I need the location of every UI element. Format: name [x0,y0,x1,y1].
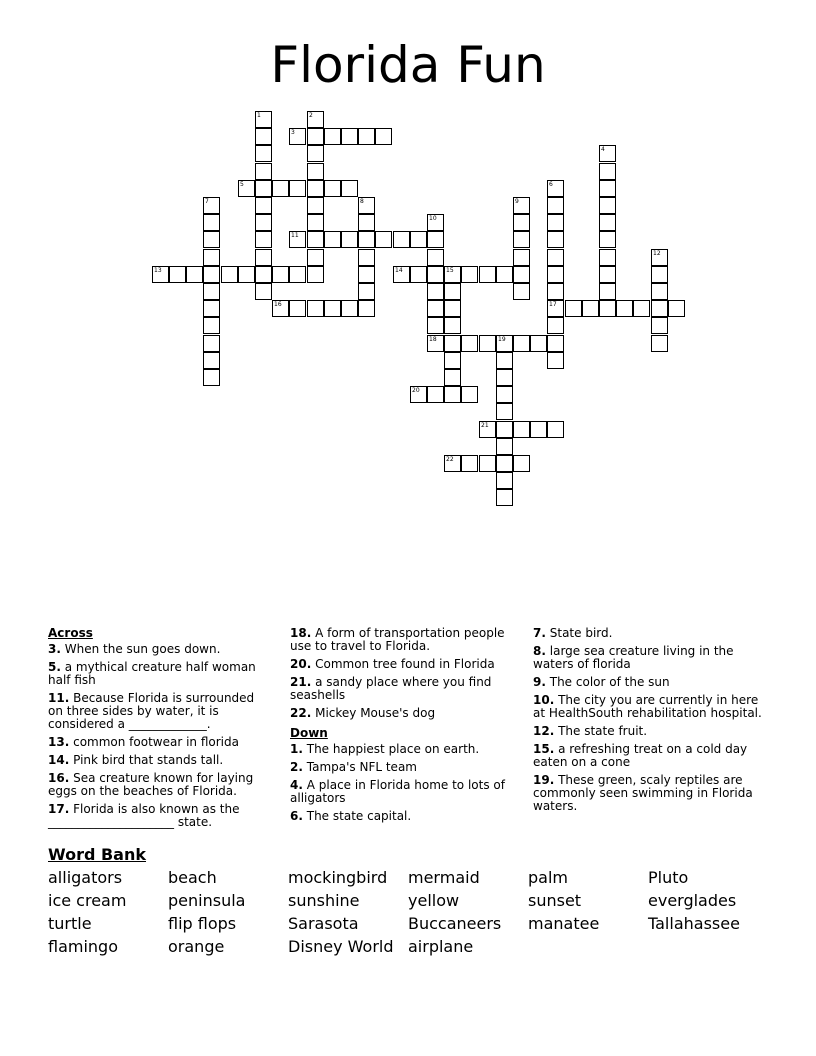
crossword-cell[interactable] [169,266,186,283]
clue-across-17: 17. Florida is also known as the _____________________ state. [48,802,240,829]
crossword-cell[interactable] [358,231,375,248]
cell-number: 20 [412,387,420,394]
crossword-cell[interactable] [341,300,358,317]
word-bank-column-4 [408,866,501,958]
cell-number: 11 [291,232,299,239]
crossword-cell[interactable] [324,300,341,317]
crossword-cell[interactable] [651,335,668,352]
word-bank-word: Pluto [648,868,689,887]
cell-number: 8 [360,198,364,205]
crossword-cell[interactable] [255,249,272,266]
word-bank-word: orange [168,937,225,956]
clue-across-11: 11. Because Florida is surrounded on three sides by water, it is considered a _____________. [48,691,255,731]
crossword-cell[interactable] [307,266,324,283]
crossword-cell[interactable] [599,180,616,197]
crossword-cell[interactable] [289,128,306,145]
crossword-cell[interactable] [307,180,324,197]
crossword-cell[interactable] [358,249,375,266]
crossword-cell[interactable] [547,335,564,352]
page-title: Florida Fun [270,36,546,94]
clue-across-14: 14. Pink bird that stands tall. [48,753,224,767]
clue-down-19: 19. These green, scaly reptiles are commonly seen swimming in Florida waters. [533,773,753,813]
clue-down-12: 12. The state fruit. [533,724,648,738]
crossword-cell[interactable] [203,335,220,352]
clue-across-22: 22. Mickey Mouse's dog [290,706,436,720]
clue-across-16: 16. Sea creature known for laying eggs on the beaches of Florida. [48,771,254,798]
crossword-cell[interactable] [513,283,530,300]
word-bank-word: mockingbird [288,868,388,887]
clue-down-10: 10. The city you are currently in here at HealthSouth rehabilitation hospital. [533,693,762,720]
crossword-cell[interactable] [324,231,341,248]
crossword-cell[interactable] [547,421,564,438]
word-bank-word: Buccaneers [408,914,502,933]
crossword-cell[interactable] [513,335,530,352]
word-bank-column-2 [168,866,245,958]
crossword-cell[interactable] [444,369,461,386]
crossword-cell[interactable] [272,266,289,283]
crossword-cell[interactable] [479,266,496,283]
crossword-cell[interactable] [152,266,169,283]
crossword-cell[interactable] [668,300,685,317]
crossword-cell[interactable] [599,300,616,317]
crossword-cell[interactable] [444,283,461,300]
word-bank-column-3 [288,866,394,958]
cell-number: 4 [601,146,605,153]
crossword-cell[interactable] [496,386,513,403]
crossword-cell[interactable] [358,197,375,214]
crossword-cell[interactable] [547,231,564,248]
crossword-cell[interactable] [341,231,358,248]
crossword-cell[interactable] [444,300,461,317]
cell-number: 15 [446,267,454,274]
word-bank-word: beach [168,868,217,887]
clue-across-21: 21. a sandy place where you find seashells [290,675,492,702]
clue-down-15: 15. a refreshing treat on a cold day eaten on a cone [533,742,748,769]
crossword-cell[interactable] [496,421,513,438]
word-bank-word: Sarasota [288,914,359,933]
crossword-cell[interactable] [599,249,616,266]
word-bank-word: everglades [648,891,737,910]
crossword-cell[interactable] [599,266,616,283]
crossword-cell[interactable] [427,249,444,266]
crossword-cell[interactable] [633,300,650,317]
crossword-cell[interactable] [547,283,564,300]
word-bank-word: Tallahassee [648,914,740,933]
clue-down-4: 4. A place in Florida home to lots of alligators [290,778,505,805]
crossword-cell[interactable] [427,231,444,248]
word-bank-word: manatee [528,914,600,933]
crossword-cell[interactable] [479,455,496,472]
crossword-cell[interactable] [255,231,272,248]
crossword-cell[interactable] [358,128,375,145]
crossword-cell[interactable] [358,266,375,283]
word-bank-word: mermaid [408,868,480,887]
cell-number: 1 [257,112,261,119]
crossword-cell[interactable] [444,335,461,352]
crossword-cell[interactable] [427,386,444,403]
clues-column-2 [290,627,520,828]
cell-number: 17 [549,301,557,308]
crossword-cell[interactable] [341,128,358,145]
crossword-cell[interactable] [444,266,461,283]
word-bank-column-5 [528,866,599,935]
crossword-cell[interactable] [616,300,633,317]
crossword-cell[interactable] [203,352,220,369]
crossword-cell[interactable] [307,231,324,248]
crossword-cell[interactable] [255,214,272,231]
crossword-cell[interactable] [221,266,238,283]
crossword-cell[interactable] [203,317,220,334]
crossword-cell[interactable] [479,421,496,438]
crossword-cell[interactable] [203,300,220,317]
crossword-cell[interactable] [272,300,289,317]
crossword-cell[interactable] [444,455,461,472]
crossword-cell[interactable] [461,266,478,283]
crossword-cell[interactable] [565,300,582,317]
crossword-cell[interactable] [513,455,530,472]
crossword-cell[interactable] [393,266,410,283]
cell-number: 18 [429,336,437,343]
crossword-cell[interactable] [513,249,530,266]
crossword-cell[interactable] [599,197,616,214]
word-bank-title: Word Bank [48,845,147,864]
crossword-cell[interactable] [513,266,530,283]
cell-number: 6 [549,181,553,188]
crossword-cell[interactable] [203,249,220,266]
crossword-cell[interactable] [410,386,427,403]
word-bank-word: flip flops [168,914,237,933]
word-bank-word: airplane [408,937,474,956]
crossword-cell[interactable] [530,421,547,438]
word-bank-word: sunshine [288,891,360,910]
across-header: Across [48,626,93,640]
cell-number: 10 [429,215,437,222]
crossword-cell[interactable] [496,472,513,489]
crossword-cell[interactable] [547,249,564,266]
cell-number: 2 [309,112,313,119]
word-bank-word: turtle [48,914,92,933]
crossword-cell[interactable] [203,231,220,248]
crossword-cell[interactable] [307,197,324,214]
crossword-cell[interactable] [375,231,392,248]
cell-number: 3 [291,129,295,136]
crossword-cell[interactable] [513,214,530,231]
clue-across-20: 20. Common tree found in Florida [290,657,495,671]
crossword-cell[interactable] [307,111,324,128]
crossword-cell[interactable] [341,180,358,197]
crossword-cell[interactable] [547,266,564,283]
cell-number: 12 [653,250,661,257]
cell-number: 13 [154,267,162,274]
crossword-cell[interactable] [599,214,616,231]
word-bank-word: flamingo [48,937,118,956]
crossword-cell[interactable] [547,214,564,231]
crossword-cell[interactable] [599,163,616,180]
down-header: Down [290,726,328,740]
clue-down-1: 1. The happiest place on earth. [290,742,480,756]
crossword-cell[interactable] [255,283,272,300]
crossword-cell[interactable] [496,369,513,386]
crossword-cell[interactable] [530,335,547,352]
word-bank-column-1 [48,866,126,958]
crossword-cell[interactable] [651,249,668,266]
clue-down-9: 9. The color of the sun [533,675,670,689]
word-bank-word: peninsula [168,891,246,910]
crossword-cell[interactable] [255,163,272,180]
cell-number: 21 [481,422,489,429]
crossword-cell[interactable] [307,300,324,317]
crossword-cell[interactable] [427,335,444,352]
crossword-cell[interactable] [255,111,272,128]
crossword-cell[interactable] [307,145,324,162]
crossword-cell[interactable] [203,266,220,283]
cell-number: 14 [395,267,403,274]
crossword-cell[interactable] [496,455,513,472]
crossword-cell[interactable] [203,369,220,386]
crossword-cell[interactable] [289,300,306,317]
crossword-cell[interactable] [203,214,220,231]
cell-number: 9 [515,198,519,205]
crossword-cell[interactable] [358,283,375,300]
crossword-cell[interactable] [427,317,444,334]
crossword-cell[interactable] [513,231,530,248]
crossword-cell[interactable] [547,197,564,214]
crossword-cell[interactable] [547,180,564,197]
clue-across-13: 13. common footwear in florida [48,735,239,749]
crossword-cell[interactable] [444,317,461,334]
crossword-cell[interactable] [203,197,220,214]
crossword-cell[interactable] [307,249,324,266]
crossword-cell[interactable] [255,128,272,145]
word-bank-column-6 [648,866,740,935]
crossword-cell[interactable] [461,455,478,472]
crossword-cell[interactable] [289,180,306,197]
crossword-cell[interactable] [461,335,478,352]
cell-number: 22 [446,456,454,463]
crossword-cell[interactable] [358,300,375,317]
crossword-cell[interactable] [496,266,513,283]
crossword-cell[interactable] [547,300,564,317]
crossword-cell[interactable] [255,180,272,197]
crossword-cell[interactable] [324,128,341,145]
cell-number: 5 [240,181,244,188]
crossword-cell[interactable] [651,283,668,300]
crossword-cell[interactable] [513,197,530,214]
word-bank-word: sunset [528,891,582,910]
crossword-cell[interactable] [479,335,496,352]
clue-down-6: 6. The state capital. [290,809,412,823]
crossword-cell[interactable] [272,180,289,197]
crossword-cell[interactable] [358,214,375,231]
crossword-cell[interactable] [496,489,513,506]
crossword-cell[interactable] [427,300,444,317]
word-bank-word: Disney World [288,937,394,956]
crossword-cell[interactable] [496,438,513,455]
crossword-cell[interactable] [255,145,272,162]
crossword-cell[interactable] [307,163,324,180]
cell-number: 16 [274,301,282,308]
crossword-cell[interactable] [513,421,530,438]
crossword-cell[interactable] [255,197,272,214]
crossword-cell[interactable] [496,352,513,369]
clue-across-18: 18. A form of transportation people use to travel to Florida. [290,626,505,653]
clues-column-3 [533,627,765,818]
crossword-cell[interactable] [203,283,220,300]
crossword-cell[interactable] [427,283,444,300]
crossword-cell[interactable] [427,266,444,283]
crossword-cell[interactable] [410,231,427,248]
crossword-cell[interactable] [651,317,668,334]
crossword-cell[interactable] [547,352,564,369]
crossword-cell[interactable] [651,266,668,283]
cell-number: 7 [205,198,209,205]
crossword-cell[interactable] [427,214,444,231]
crossword-cell[interactable] [496,335,513,352]
crossword-cell[interactable] [375,128,392,145]
crossword-cell[interactable] [599,231,616,248]
word-bank-word: yellow [408,891,460,910]
crossword-cell[interactable] [393,231,410,248]
crossword-cell[interactable] [599,145,616,162]
crossword-cell[interactable] [255,266,272,283]
clue-across-3: 3. When the sun goes down. [48,642,221,656]
clue-down-2: 2. Tampa's NFL team [290,760,417,774]
crossword-cell[interactable] [410,266,427,283]
crossword-cell[interactable] [238,180,255,197]
crossword-cell[interactable] [444,352,461,369]
word-bank-word: palm [528,868,568,887]
crossword-cell[interactable] [186,266,203,283]
clue-down-7: 7. State bird. [533,626,613,640]
crossword-cell[interactable] [461,386,478,403]
crossword-cell[interactable] [444,386,461,403]
crossword-cell[interactable] [582,300,599,317]
crossword-cell[interactable] [307,128,324,145]
word-bank-word: alligators [48,868,123,887]
crossword-cell[interactable] [599,283,616,300]
crossword-cell[interactable] [289,231,306,248]
crossword-cell[interactable] [547,317,564,334]
crossword-cell[interactable] [238,266,255,283]
crossword-cell[interactable] [307,214,324,231]
cell-number: 19 [498,336,506,343]
crossword-cell[interactable] [496,403,513,420]
clues-column-1 [48,627,263,834]
crossword-cell[interactable] [289,266,306,283]
word-bank-word: ice cream [48,891,127,910]
clue-down-8: 8. large sea creature living in the waters of florida [533,644,734,671]
clue-across-5: 5. a mythical creature half woman half fish [48,660,256,687]
crossword-cell[interactable] [324,180,341,197]
crossword-cell[interactable] [651,300,668,317]
